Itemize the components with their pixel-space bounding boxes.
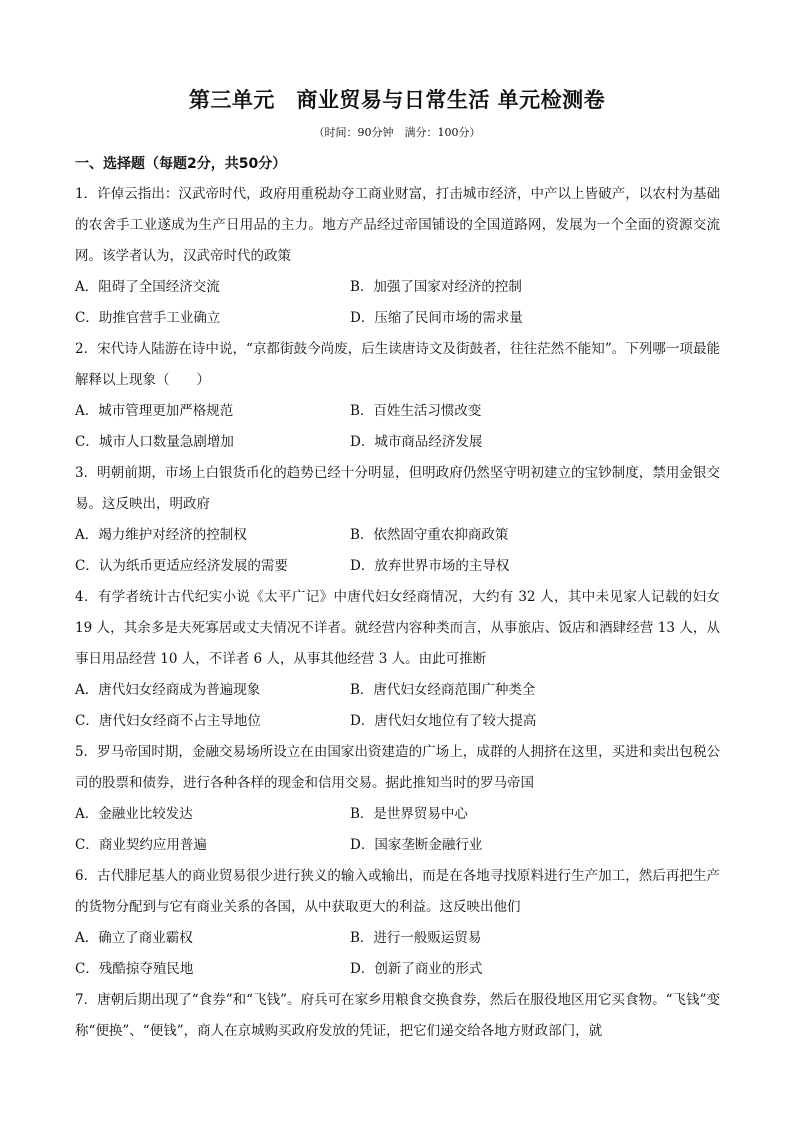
option-c: C．城市人口数量急剧增加 — [75, 434, 234, 450]
option-list — [75, 396, 720, 458]
option-c: C．助推官营手工业确立 — [75, 310, 221, 326]
page-title: 第三单元 商业贸易与日常生活 单元检测卷 — [188, 88, 606, 112]
option-d: D．创新了商业的形式 — [350, 961, 483, 977]
option-d: D．国家垄断金融行业 — [350, 837, 483, 853]
option-b: B．加强了国家对经济的控制 — [350, 279, 522, 295]
option-a: A．确立了商业霸权 — [75, 930, 193, 946]
option-d: D．压缩了民间市场的需求量 — [350, 310, 523, 326]
option-a: A．阻碍了全国经济交流 — [75, 279, 220, 295]
question-text: 6．古代腓尼基人的商业贸易很少进行狭义的输入或输出，而是在各地寻找原料进行生产加工，然后再把生产的货物分配到与它有商业关系的各国，从中获取更大的利益。这反映出他们 — [75, 868, 720, 915]
question-list — [75, 179, 720, 1047]
option-list — [75, 675, 720, 737]
option-b: B．唐代妇女经商范围广种类全 — [350, 682, 536, 698]
option-list — [75, 923, 720, 985]
question-text: 7．唐朝后期出现了“食券”和“飞钱”。府兵可在家乡用粮食交换食券，然后在服役地区用它买食物。“飞钱”变称“便换”、“便钱”，商人在京城购买政府发放的凭证，把它们递交给各地方财政部门，就 — [75, 992, 720, 1039]
option-c: C．残酷掠夺殖民地 — [75, 961, 194, 977]
question-2 — [75, 334, 720, 458]
option-b: B．依然固守重农抑商政策 — [350, 527, 509, 543]
option-a: A．竭力维护对经济的控制权 — [75, 527, 247, 543]
question-text: 4．有学者统计古代纪实小说《太平广记》中唐代妇女经商情况，大约有 32 人，其中未见家人记载的妇女 19 人，其余多是夫死寡居或丈夫情况不详者。就经营内容种类而言，从事旅店、饭店和酒肆经营 13 人，从事日用品经营 10 人，不详者 6 人，从事其他经营 3 人。由此可推断 — [75, 589, 720, 667]
question-4 — [75, 582, 720, 737]
option-list — [75, 799, 720, 861]
question-3 — [75, 458, 720, 582]
option-list — [75, 272, 720, 334]
option-d: D．城市商品经济发展 — [350, 434, 483, 450]
question-6 — [75, 861, 720, 985]
exam-info: （时间：90分钟 满分：100分） — [313, 126, 481, 139]
question-7 — [75, 985, 720, 1047]
option-list — [75, 520, 720, 582]
option-c: C．唐代妇女经商不占主导地位 — [75, 713, 261, 729]
question-1 — [75, 179, 720, 334]
option-b: B．进行一般贩运贸易 — [350, 930, 482, 946]
option-a: A．城市管理更加严格规范 — [75, 403, 234, 419]
option-b: B．是世界贸易中心 — [350, 806, 468, 822]
option-b: B．百姓生活习惯改变 — [350, 403, 482, 419]
question-text: 2．宋代诗人陆游在诗中说，“京都街鼓今尚废，后生读唐诗文及街鼓者，往往茫然不能知”。下列哪一项最能解释以上现象（ ） — [75, 341, 720, 388]
option-a: A．唐代妇女经商成为普遍现象 — [75, 682, 261, 698]
section-heading: 一、选择题（每题2分，共50分） — [75, 156, 287, 172]
option-a: A．金融业比较发达 — [75, 806, 193, 822]
question-text: 3．明朝前期，市场上白银货币化的趋势已经十分明显，但明政府仍然坚守明初建立的宝钞制度，禁用金银交易。这反映出，明政府 — [75, 465, 720, 512]
option-d: D．放弃世界市场的主导权 — [350, 558, 510, 574]
option-c: C．认为纸币更适应经济发展的需要 — [75, 558, 288, 574]
question-text: 1．许倬云指出：汉武帝时代，政府用重税劫夺工商业财富，打击城市经济，中产以上皆破产，以农村为基础的农舍手工业遂成为生产日用品的主力。地方产品经过帝国铺设的全国道路网，发展为一个全面的资源交流网。该学者认为，汉武帝时代的政策 — [75, 186, 720, 264]
question-text: 5．罗马帝国时期，金融交易场所设立在由国家出资建造的广场上，成群的人拥挤在这里，买进和卖出包税公司的股票和债券，进行各种各样的现金和信用交易。据此推知当时的罗马帝国 — [75, 744, 720, 791]
option-c: C．商业契约应用普遍 — [75, 837, 207, 853]
question-5 — [75, 737, 720, 861]
option-d: D．唐代妇女地位有了较大提高 — [350, 713, 537, 729]
